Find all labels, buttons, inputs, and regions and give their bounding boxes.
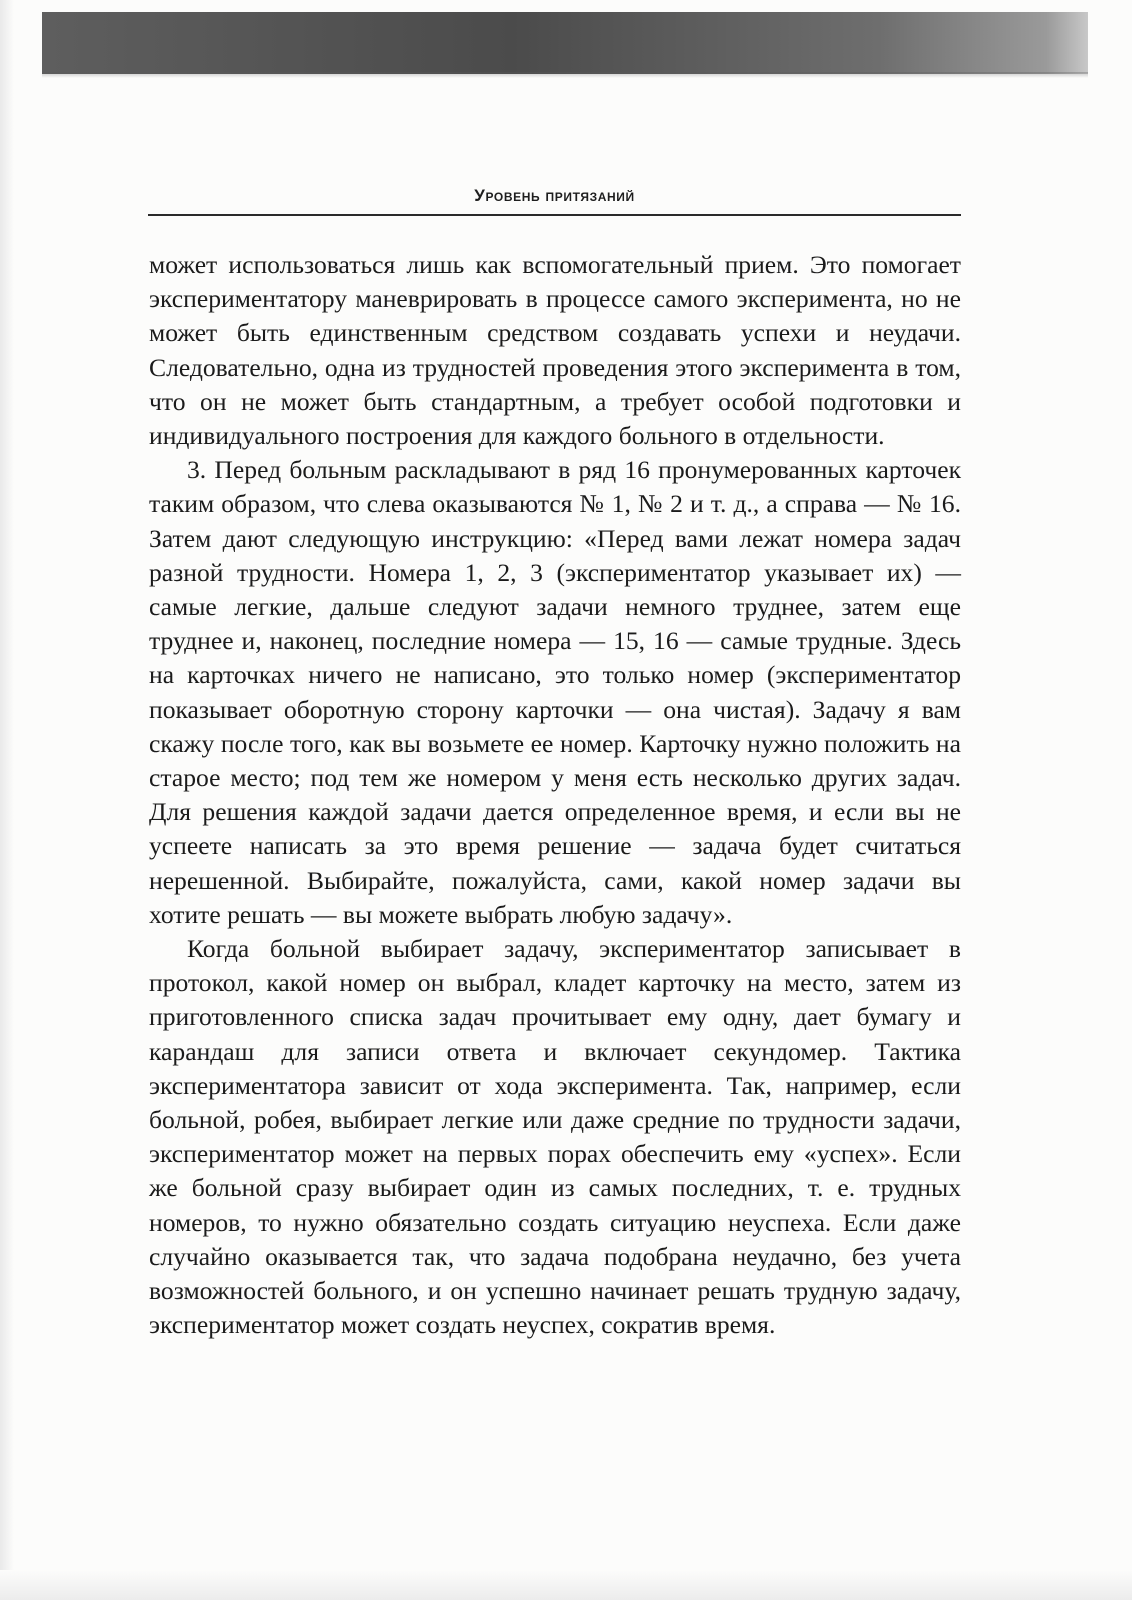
header-rule xyxy=(148,214,961,216)
running-title: Уровень притязаний xyxy=(474,186,635,205)
paragraph-3: Когда больной выбирает задачу, экспериментатор записывает в протокол, какой номер он выбрал, кладет карточку на место, затем из приготовленного списка задач прочитывает ему одну, дает бумагу и карандаш для записи ответа и включает секундомер. Тактика экспериментатора зависит от хода эксперимента. Так, например, если больной, робея, выбирает легкие или даже средние по трудности задачи, экспериментатор может на первых порах обеспечить ему «успех». Если же больной сразу выбирает один из самых последних, т. е. трудных номеров, то нужно обязательно создать ситуацию неуспеха. Если даже случайно оказывается так, что задача подобрана неудачно, без учета возможностей больного, и он успешно начинает решать трудную задачу, экспериментатор может создать неуспех, сократив время. xyxy=(149,934,961,1340)
scan-edge-shadow xyxy=(0,0,14,1600)
paragraph-1: может использоваться лишь как вспомогательный прием. Это помогает экспериментатору маневрировать в процессе самого эксперимента, но не может быть единственным средством создавать успехи и неудачи. Следовательно, одна из трудностей проведения этого эксперимента в том, что он не может быть стандартным, а требует особой подготовки и индивидуального построения для каждого больного в отдельности. xyxy=(149,250,961,451)
paragraph-2: 3. Перед больным раскладывают в ряд 16 пронумерованных карточек таким образом, что слева оказываются № 1, № 2 и т. д., а справа — № 16. Затем дают следующую инструкцию: «Перед вами лежат номера задач разной трудности. Номера 1, 2, 3 (экспериментатор указывает их) — самые легкие, дальше следуют задачи немного труднее, затем еще труднее и, наконец, последние номера — 15, 16 — самые трудные. Здесь на карточках ничего не написано, это только номер (экспериментатор показывает оборотную сторону карточки — она чистая). Задачу я вам скажу после того, как вы возьмете ее номер. Карточку нужно положить на старое место; под тем же номером у меня есть несколько других задач. Для решения каждой задачи дается определенное время, и если вы не успеете написать за это время решение — задача будет считаться нерешенной. Выбирайте, пожалуйста, сами, какой номер задачи вы хотите решать — вы можете выбрать любую задачу». xyxy=(149,455,961,929)
body-text xyxy=(149,248,961,1343)
scan-bottom-shadow xyxy=(0,1570,1132,1600)
page-header-bar xyxy=(42,12,1088,74)
